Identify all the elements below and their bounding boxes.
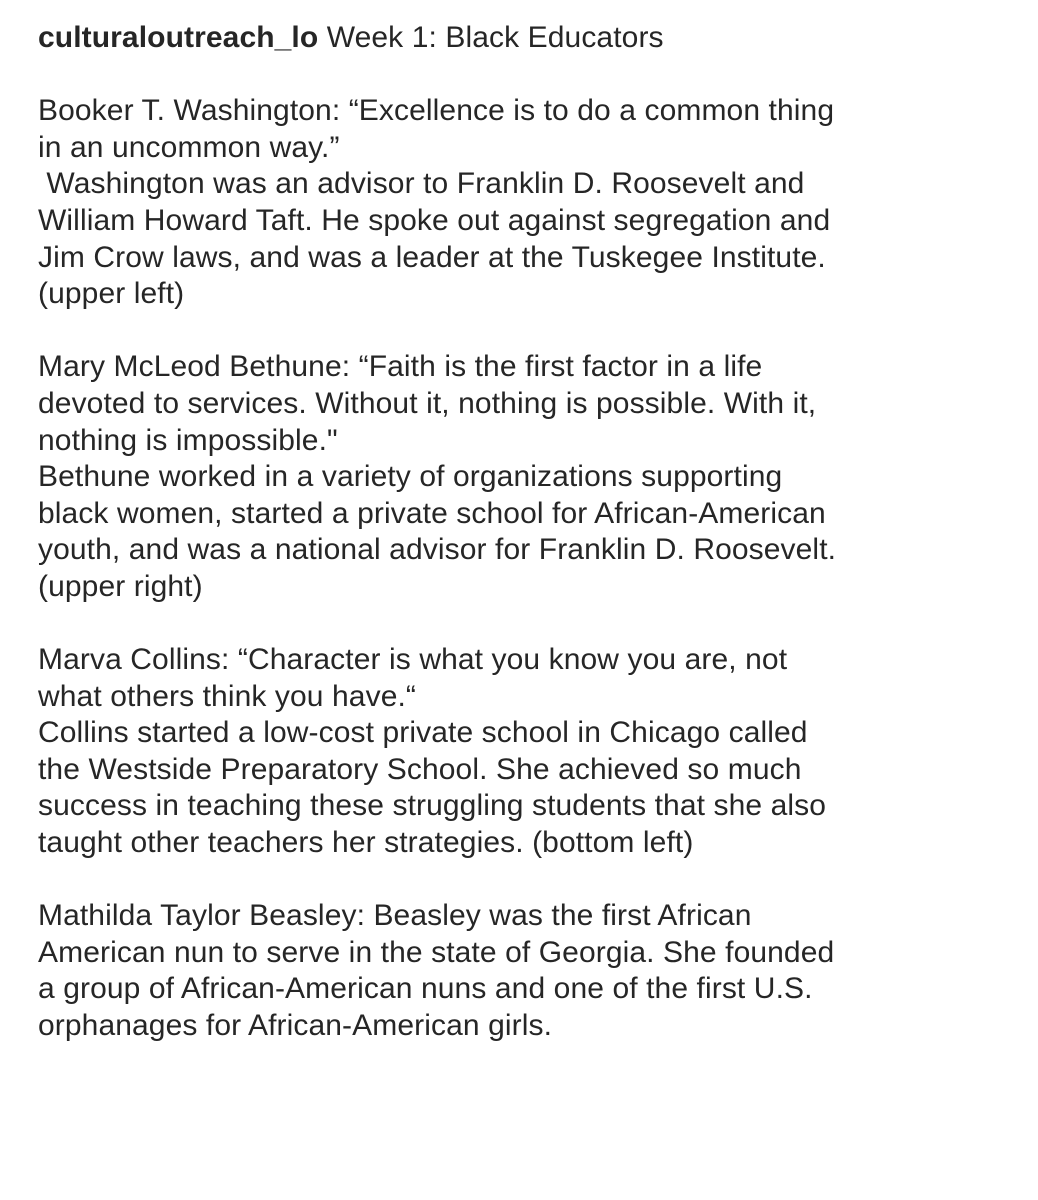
- post-caption: [38, 20, 1023, 1045]
- spacer: [38, 606, 1023, 643]
- entry-line: what others think you have.“: [38, 679, 417, 713]
- entry-line: American nun to serve in the state of Georgia. She founded: [38, 935, 835, 969]
- entry-line: taught other teachers her strategies. (bottom left): [38, 826, 694, 860]
- entry-line: Booker T. Washington: “Excellence is to do a common thing: [38, 94, 835, 128]
- entry-line: youth, and was a national advisor for Franklin D. Roosevelt.: [38, 533, 837, 567]
- entry-mary-mcleod-bethune: [38, 349, 1023, 605]
- entry-booker-t-washington: [38, 93, 1023, 313]
- entry-line: William Howard Taft. He spoke out against segregation and: [38, 203, 831, 237]
- entry-line: black women, started a private school for African-American: [38, 496, 826, 530]
- entry-line: the Westside Preparatory School. She achieved so much: [38, 752, 802, 786]
- entry-line: Marva Collins: “Character is what you know you are, not: [38, 643, 788, 677]
- entry-marva-collins: [38, 642, 1023, 862]
- entry-mathilda-taylor-beasley: [38, 898, 1023, 1044]
- spacer: [38, 313, 1023, 350]
- entry-line: in an uncommon way.”: [38, 130, 340, 164]
- username-link[interactable]: culturaloutreach_lo: [38, 21, 319, 54]
- entry-line: Bethune worked in a variety of organizations supporting: [38, 460, 783, 494]
- entry-line: Collins started a low-cost private school in Chicago called: [38, 716, 808, 750]
- entry-line: Mathilda Taylor Beasley: Beasley was the first African: [38, 899, 752, 933]
- entry-line: nothing is impossible.": [38, 423, 338, 457]
- spacer: [38, 57, 1023, 94]
- entry-line: Washington was an advisor to Franklin D. Roosevelt and: [38, 167, 805, 201]
- entry-line: (upper left): [38, 277, 185, 311]
- entry-line: devoted to services. Without it, nothing is possible. With it,: [38, 386, 817, 420]
- entry-line: orphanages for African-American girls.: [38, 1009, 553, 1043]
- entry-line: a group of African-American nuns and one of the first U.S.: [38, 972, 813, 1006]
- entry-line: success in teaching these struggling students that she also: [38, 789, 827, 823]
- post-title: Week 1: Black Educators: [318, 21, 664, 54]
- caption-header: [38, 20, 1023, 57]
- entry-line: (upper right): [38, 569, 203, 603]
- entry-line: Mary McLeod Bethune: “Faith is the first factor in a life: [38, 350, 763, 384]
- spacer: [38, 862, 1023, 899]
- entry-line: Jim Crow laws, and was a leader at the Tuskegee Institute.: [38, 240, 826, 274]
